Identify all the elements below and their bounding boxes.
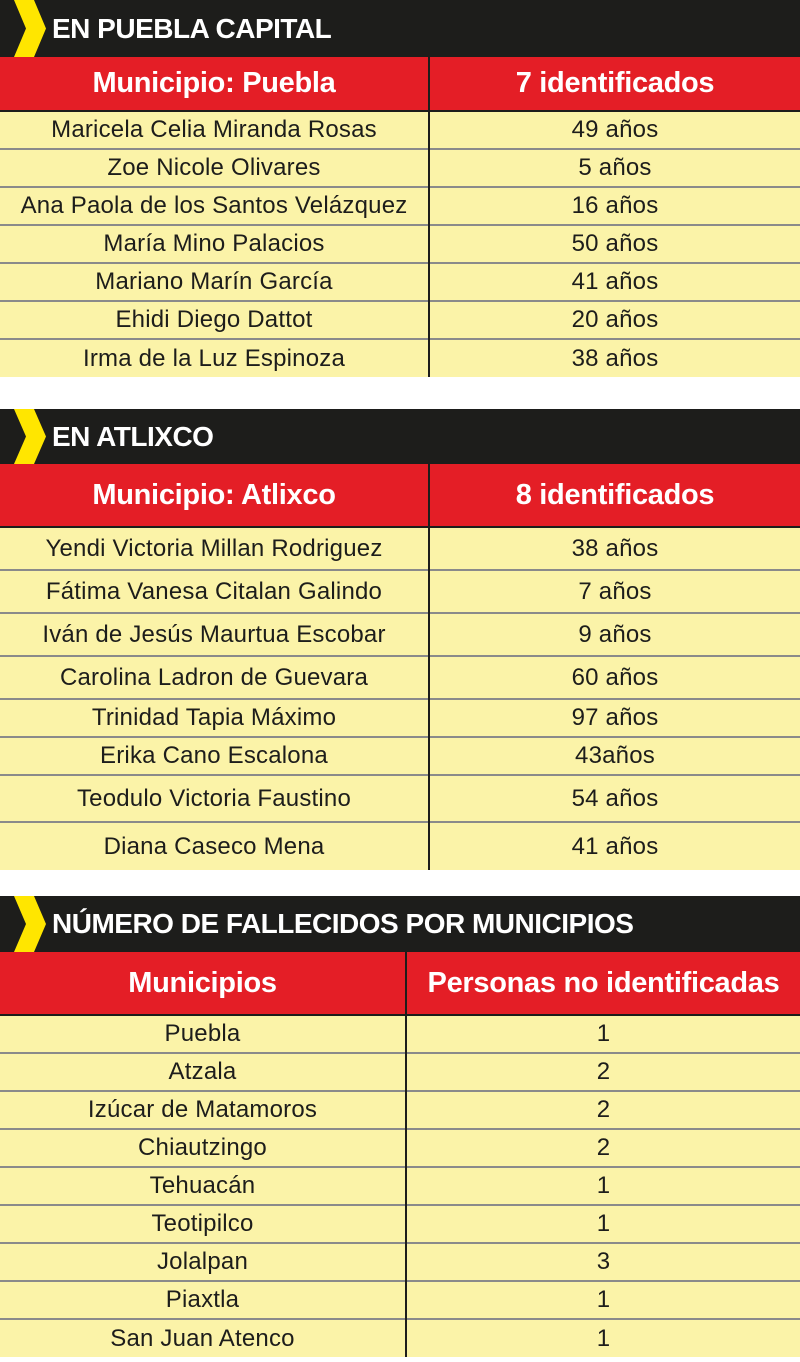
municipio-name: Izúcar de Matamoros [0,1091,406,1129]
header-municipios: Municipios [0,952,406,1015]
person-age: 60 años [429,656,800,699]
chevron-right-icon [0,409,46,464]
personas-count: 2 [406,1091,800,1129]
person-age: 41 años [429,822,800,870]
table-row [0,1053,800,1091]
table-row [0,1167,800,1205]
person-age: 50 años [429,225,800,263]
municipio-name: San Juan Atenco [0,1319,406,1357]
person-name: Teodulo Victoria Faustino [0,775,429,822]
section-title-bar [0,0,800,57]
table-row [0,656,800,699]
person-age: 20 años [429,301,800,339]
table-row [0,822,800,870]
person-name: Fátima Vanesa Citalan Galindo [0,570,429,613]
table-row [0,527,800,570]
table-row [0,1243,800,1281]
table-row [0,570,800,613]
section-title: EN PUEBLA CAPITAL [52,12,332,44]
person-name: Zoe Nicole Olivares [0,149,429,187]
identified-table-puebla [0,57,800,377]
header-municipio: Municipio: Puebla [0,57,429,111]
table-row [0,1205,800,1243]
table-row [0,1015,800,1053]
person-age: 5 años [429,149,800,187]
municipio-name: Teotipilco [0,1205,406,1243]
personas-count: 1 [406,1319,800,1357]
personas-count: 2 [406,1053,800,1091]
person-name: Carolina Ladron de Guevara [0,656,429,699]
unidentified-table [0,952,800,1357]
person-age: 97 años [429,699,800,737]
person-name: Mariano Marín García [0,263,429,301]
municipio-name: Chiautzingo [0,1129,406,1167]
table-row [0,301,800,339]
chevron-right-icon [0,0,46,57]
person-age: 16 años [429,187,800,225]
person-age: 41 años [429,263,800,301]
table-row [0,149,800,187]
table-row [0,737,800,775]
person-name: Ehidi Diego Dattot [0,301,429,339]
person-age: 38 años [429,527,800,570]
person-age: 7 años [429,570,800,613]
chevron-right-icon [0,896,46,952]
section-fallecidos-municipios [0,896,800,1357]
person-name: Trinidad Tapia Máximo [0,699,429,737]
person-name: Iván de Jesús Maurtua Escobar [0,613,429,656]
person-name: María Mino Palacios [0,225,429,263]
table-row [0,339,800,377]
person-name: Erika Cano Escalona [0,737,429,775]
person-age: 43años [429,737,800,775]
person-age: 9 años [429,613,800,656]
table-row [0,775,800,822]
section-title-bar [0,409,800,464]
municipio-name: Jolalpan [0,1243,406,1281]
person-name: Yendi Victoria Millan Rodriguez [0,527,429,570]
section-title: NÚMERO DE FALLECIDOS POR MUNICIPIOS [52,908,634,939]
table-row [0,1129,800,1167]
person-age: 38 años [429,339,800,377]
municipio-name: Atzala [0,1053,406,1091]
section-puebla-capital [0,0,800,377]
municipio-name: Piaxtla [0,1281,406,1319]
table-row [0,1091,800,1129]
table-row [0,187,800,225]
table-row [0,1319,800,1357]
person-name: Irma de la Luz Espinoza [0,339,429,377]
table-row [0,111,800,149]
table-row [0,263,800,301]
header-municipio: Municipio: Atlixco [0,464,429,527]
person-name: Maricela Celia Miranda Rosas [0,111,429,149]
section-title-bar [0,896,800,952]
personas-count: 1 [406,1015,800,1053]
personas-count: 1 [406,1167,800,1205]
municipio-name: Tehuacán [0,1167,406,1205]
personas-count: 1 [406,1281,800,1319]
table-row [0,225,800,263]
table-row [0,613,800,656]
section-atlixco [0,409,800,870]
personas-count: 3 [406,1243,800,1281]
person-age: 54 años [429,775,800,822]
section-title: EN ATLIXCO [52,420,214,452]
header-count: 7 identificados [429,57,800,111]
personas-count: 1 [406,1205,800,1243]
table-row [0,1281,800,1319]
header-personas: Personas no identificadas [406,952,800,1015]
personas-count: 2 [406,1129,800,1167]
header-count: 8 identificados [429,464,800,527]
municipio-name: Puebla [0,1015,406,1053]
table-row [0,699,800,737]
person-age: 49 años [429,111,800,149]
person-name: Ana Paola de los Santos Velázquez [0,187,429,225]
identified-table-atlixco [0,464,800,870]
person-name: Diana Caseco Mena [0,822,429,870]
